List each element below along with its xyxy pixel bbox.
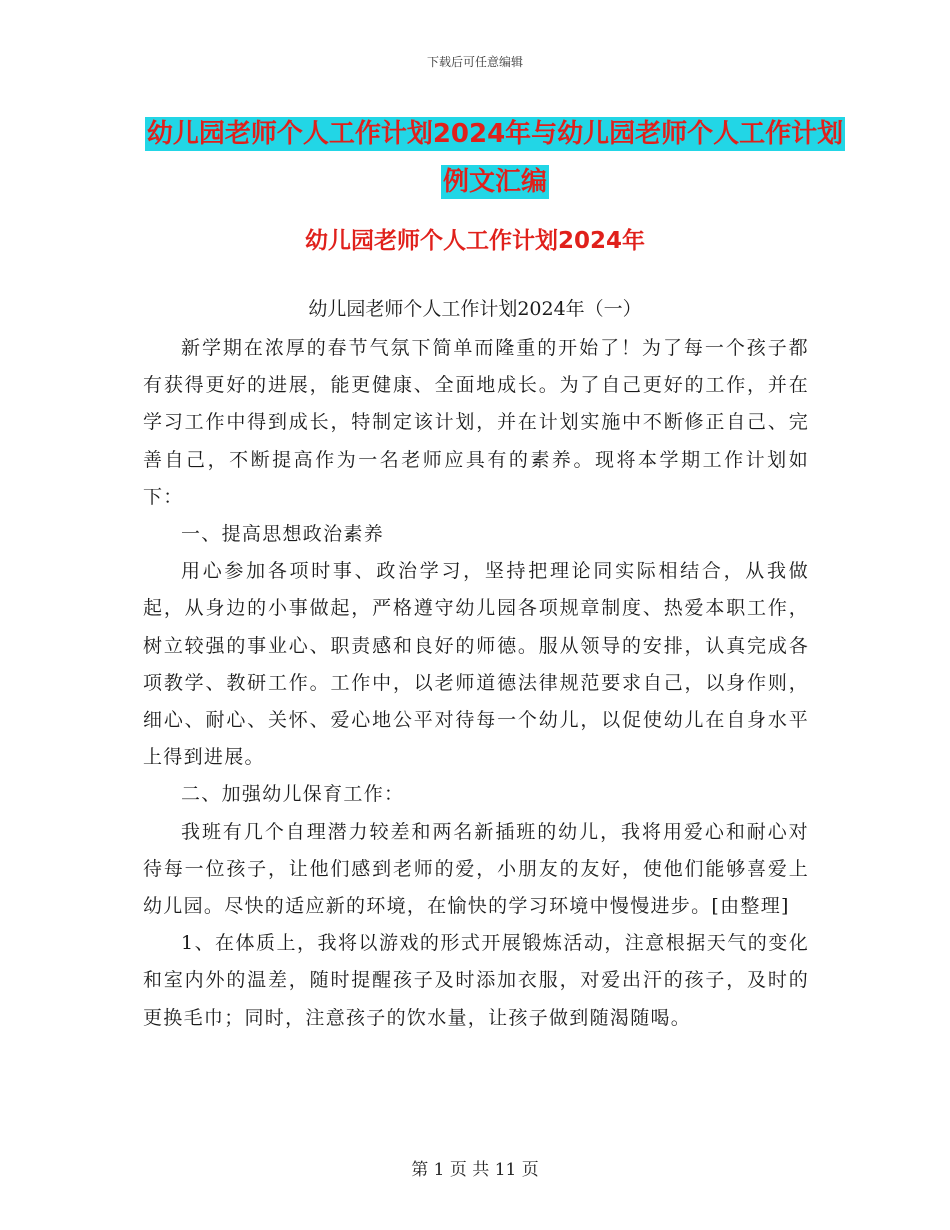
heading-1: 一、提高思想政治素养 bbox=[181, 523, 385, 546]
body-text bbox=[143, 330, 809, 1037]
paragraph-2: 我班有几个自理潜力较差和两名新插班的幼儿，我将用爱心和耐心对待每一位孩子，让他们感到老师的爱，小朋友的友好，使他们能够喜爱上幼儿园。尽快的适应新的环境，在愉快的学习环境中慢慢进步。[由整理] bbox=[143, 820, 809, 918]
paragraph-1: 用心参加各项时事、政治学习，坚持把理论同实际相结合，从我做起，从身边的小事做起，严格遵守幼儿园各项规章制度、热爱本职工作，树立较强的事业心、职责感和良好的师德。服从领导的安排，认真完成各项教学、教研工作。工作中，以老师道德法律规范要求自己，以身作则，细心、耐心、关怀、爱心地公平对待每一个幼儿，以促使幼儿在自身水平上得到进展。 bbox=[143, 560, 809, 769]
paragraph-intro: 新学期在浓厚的春节气氛下简单而隆重的开始了！为了每一个孩子都有获得更好的进展，能更健康、全面地成长。为了自己更好的工作，并在学习工作中得到成长，特制定该计划，并在计划实施中不断修正自己、完善自己，不断提高作为一名老师应具有的素养。现将本学期工作计划如下： bbox=[143, 337, 809, 508]
paragraph-3: 1、在体质上，我将以游戏的形式开展锻炼活动，注意根据天气的变化和室内外的温差，随时提醒孩子及时添加衣服，对爱出汗的孩子，及时的更换毛巾；同时，注意孩子的饮水量，让孩子做到随渴随喝。 bbox=[143, 932, 809, 1029]
document-title-text: 幼儿园老师个人工作计划2024年与幼儿园老师个人工作计划例文汇编 bbox=[146, 119, 844, 197]
page-header-note: 下载后可任意编辑 bbox=[426, 55, 523, 69]
section-title: 幼儿园老师个人工作计划2024年 bbox=[304, 228, 645, 254]
sub-title: 幼儿园老师个人工作计划2024年（一） bbox=[308, 298, 642, 320]
heading-2: 二、加强幼儿保育工作： bbox=[181, 783, 405, 806]
document-title bbox=[140, 110, 850, 206]
page-footer: 第 1 页 共 11 页 bbox=[411, 1160, 539, 1180]
